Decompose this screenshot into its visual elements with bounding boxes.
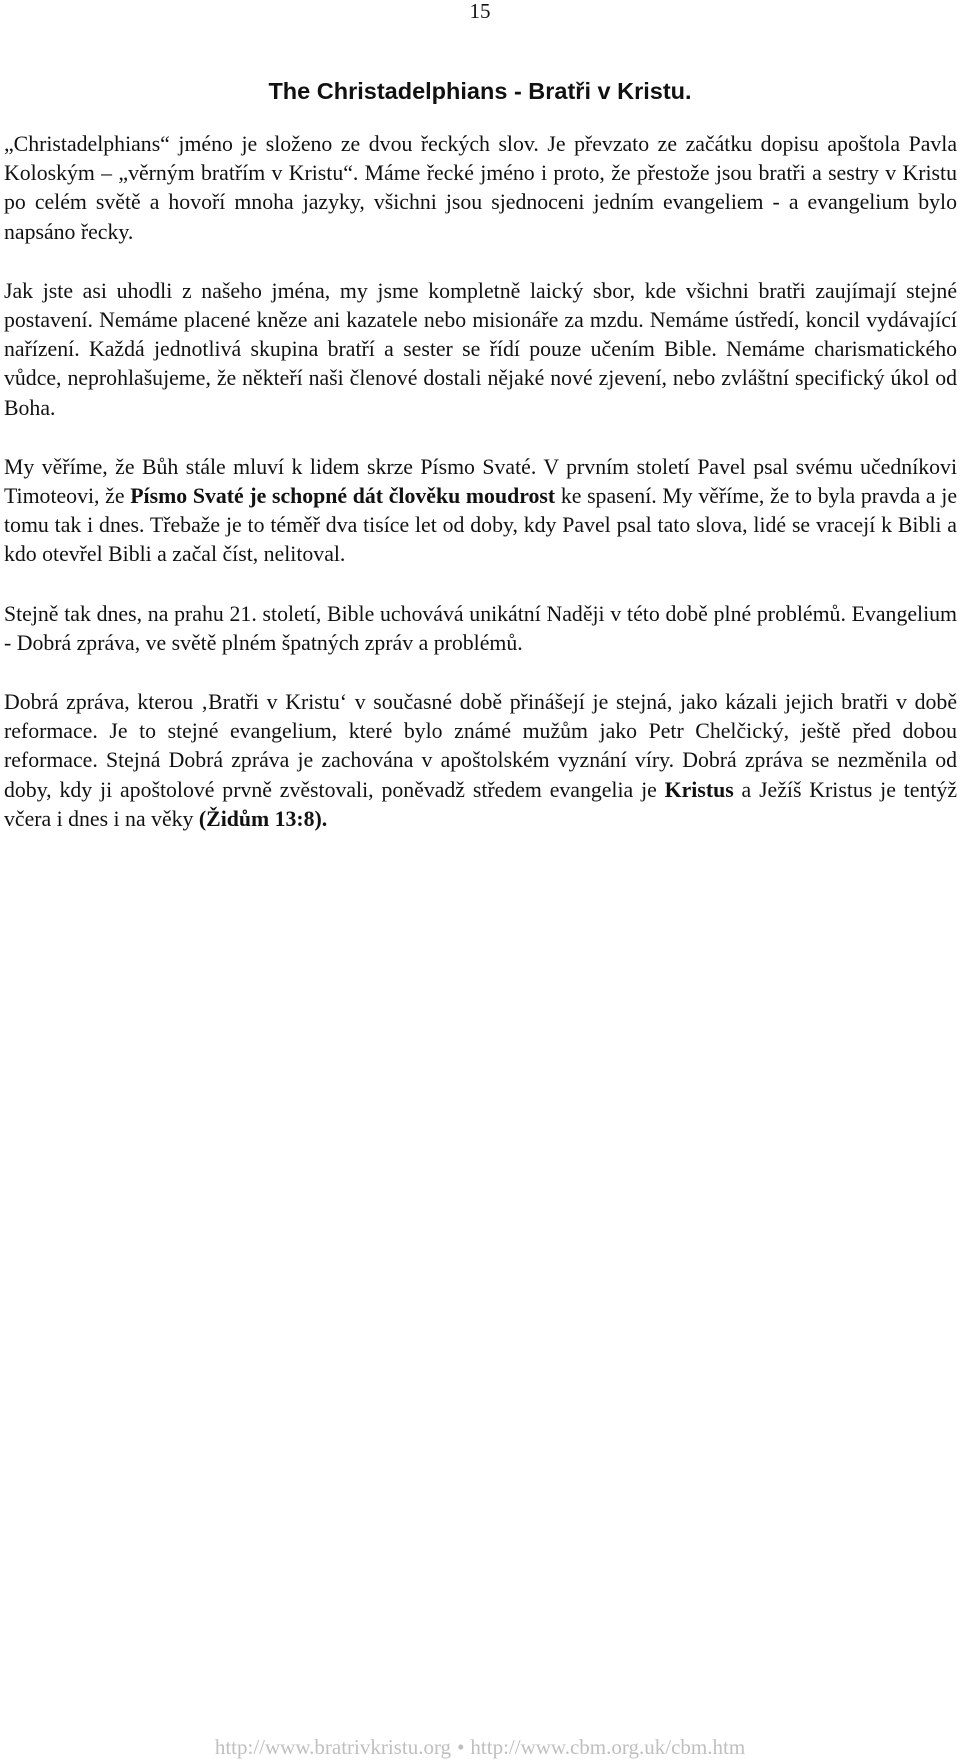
paragraph	[4, 277, 957, 423]
paragraph-text: „Christadelphians“ jméno je složeno ze dvou řeckých slov. Je převzato ze začátku dopisu apoštola Pavla Koloským – „věrným bratřím v Kristu“. Máme řecké jméno i proto, že přestože jsou bratři a sestry v Kristu po celém světě a hovoří mnoha jazyky, všichni jsou sjednoceni jedním evangeliem - a evangelium bylo napsáno řecky.	[4, 132, 957, 244]
bible-reference: (Židům 13:8).	[198, 806, 328, 831]
paragraph	[4, 688, 957, 834]
page-number-text: 15	[469, 0, 491, 23]
footer-separator: •	[457, 1735, 465, 1759]
page-number	[0, 0, 960, 22]
document-title: The Christadelphians - Bratři v Kristu.	[268, 78, 692, 104]
paragraph-text: My věříme, že Bůh stále mluví k lidem skrze Písmo Svaté. V prvním století Pavel psal svému učedníkovi Timoteovi, že	[4, 454, 957, 509]
bold-phrase: Písmo Svaté je schopné dát člověku moudrost	[130, 484, 556, 509]
document-body	[4, 130, 957, 863]
paragraph	[4, 600, 957, 658]
paragraph	[4, 130, 957, 247]
paragraph-text: ke spasení. My věříme, že to byla pravda a je tomu tak i dnes. Třebaže je to téměř dva tisíce let od doby, kdy Pavel psal tato slova, lidé se vracejí k Bibli a kdo otevřel Bibli a začal číst, nelitoval.	[4, 484, 958, 567]
paragraph-text: Dobrá zpráva, kterou ‚Bratři v Kristu‘ v současné době přinášejí je stejná, jako kázali jejich bratři v době reformace. Je to stejné evangelium, které bylo známé mužům jako Petr Chelčický, ještě před dobou reformace. Stejná Dobrá zpráva je zachována v apoštolském vyznání víry. Dobrá zpráva se nezměnila od doby, kdy ji apoštolové prvně zvěstovali, poněvadž středem evangelia je	[4, 690, 957, 802]
paragraph-text: Jak jste asi uhodli z našeho jména, my jsme kompletně laický sbor, kde všichni bratři zaujímají stejné postavení. Nemáme placené kněze ani kazatele nebo misionáře za mzdu. Nemáme ústředí, koncil vydávající nařízení. Každá jednotlivá skupina bratří a sester se řídí pouze učením Bible. Nemáme charismatického vůdce, neprohlašujeme, že někteří naši členové dostali nějaké nové zjevení, nebo zvláštní specifický úkol od Boha.	[4, 278, 957, 420]
footer-link-cbm[interactable]: http://www.cbm.org.uk/cbm.htm	[470, 1735, 746, 1759]
bold-phrase: Kristus	[664, 777, 734, 802]
footer-link-bratrivkristu[interactable]: http://www.bratrivkristu.org	[214, 1735, 452, 1759]
page-footer	[0, 1734, 960, 1761]
paragraph	[4, 453, 957, 570]
paragraph-text: a Ježíš Kristus je tentýž včera i dnes i na věky	[4, 777, 957, 831]
paragraph-text: Stejně tak dnes, na prahu 21. století, Bible uchovává unikátní Naději v této době plné problémů. Evangelium - Dobrá zpráva, ve světě plném špatných zpráv a problémů.	[4, 601, 957, 655]
